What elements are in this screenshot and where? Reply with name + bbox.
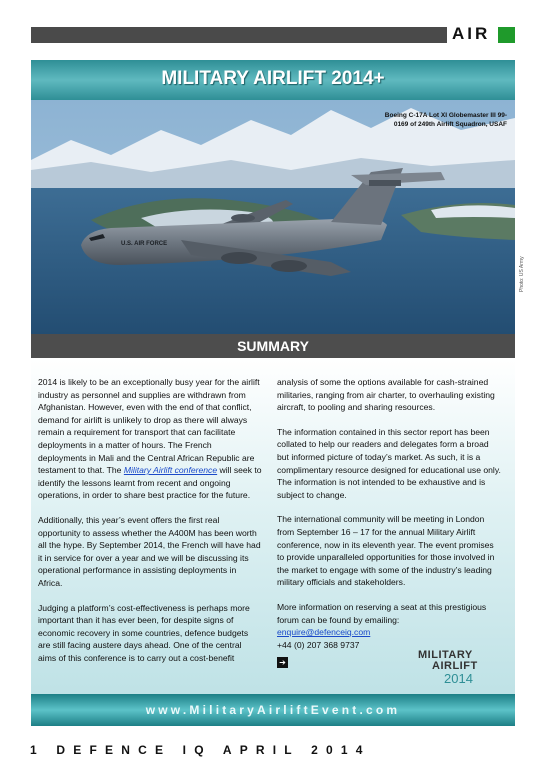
right-column — [277, 376, 501, 669]
aircraft-photo — [31, 100, 515, 334]
url-banner — [31, 694, 515, 726]
photo-caption — [385, 111, 507, 129]
header-bar — [31, 27, 447, 43]
email-link[interactable]: enquire@defenceiq.com — [277, 627, 371, 638]
hero-photo — [31, 100, 515, 334]
photo-credit: Photo: US Army — [519, 256, 525, 292]
left-paragraph-3: Judging a platform’s cost-effectiveness is perhaps more important than it has ever been, for despite signs of economic recovery in some countries, defence budgets are still facing austere days ahead. One of the central aims of this conference is to carry out a cost-benefit — [38, 602, 250, 663]
left-paragraph-2: Additionally, this year’s event offers the first real opportunity to assess whether the A400M has been worth all the hype. By September 2014, the French will have had it in service for over a year and we will be discussing its operational performance in assisting deployments in Africa. — [38, 514, 261, 588]
logo-line3: 2014 — [444, 671, 473, 686]
right-paragraph-1: analysis of some the options available for cash-strained militaries, ranging from air charter, to overhauling existing aircraft, to pooling and sharing resources. — [277, 377, 495, 413]
left-column — [38, 376, 262, 676]
section-accent-square — [498, 27, 515, 43]
event-logo — [418, 650, 484, 686]
photo-caption-line1: Boeing C-17A Lot XI Globemaster III 99- — [384, 112, 507, 119]
title-banner — [31, 60, 515, 100]
right-paragraph-2: The information contained in this sector report has been collated to help our readers and delegates form a broad but informed picture of today’s market. As such, it is a complimentary resource designed for educational use only. The information is not intended to be exhaustive and is subject to change. — [277, 426, 501, 500]
page-footer: 1 DEFENCE IQ APRIL 2014 — [30, 743, 371, 757]
logo-line2: AIRLIFT — [432, 660, 478, 672]
page-title: MILITARY AIRLIFT 2014+ — [161, 68, 385, 89]
phone-number: +44 (0) 207 368 9737 — [277, 639, 360, 650]
event-url-link[interactable]: www.MilitaryAirliftEvent.com — [145, 703, 401, 717]
aircraft-marking: U.S. AIR FORCE — [121, 241, 168, 247]
summary-banner — [31, 334, 515, 358]
left-paragraph-1: 2014 is likely to be an exceptionally busy year for the airlift industry as personnel and supplies are withdrawn from Afghanistan. However, even with the end of that conflict, demand for airlift is unlikely to drop as there will always remain a requirement for transport that can facilitate deployments in a matter of hours. The French deployments in Mali and the Central African Republic are testament to that. The Military Airlift conference will seek to identify the lessons learnt from recent and ongoing operations, in order to share best practice for the future. — [38, 377, 262, 501]
conference-link[interactable]: Military Airlift conference — [123, 465, 218, 476]
logo-line1: MILITARY — [418, 649, 473, 661]
photo-caption-line2: 0169 of 249th Airlift Squadron, USAF — [393, 121, 507, 128]
summary-heading: SUMMARY — [237, 338, 309, 354]
section-label: AIR — [452, 24, 491, 43]
right-paragraph-4: More information on reserving a seat at this prestigious forum can be found by emailing: enquire@defenceiq.com +44 (0) 207 368 9737 — [277, 601, 487, 650]
right-paragraph-3: The international community will be meeting in London from September 16 – 17 for the annual Military Airlift conference, now in its eleventh year. The event promises to provide unparalleled opportunities for those involved in the market to engage with some of the industry’s leading military officials and stakeholders. — [277, 514, 495, 588]
arrow-right-icon[interactable]: ➔ — [277, 657, 288, 668]
